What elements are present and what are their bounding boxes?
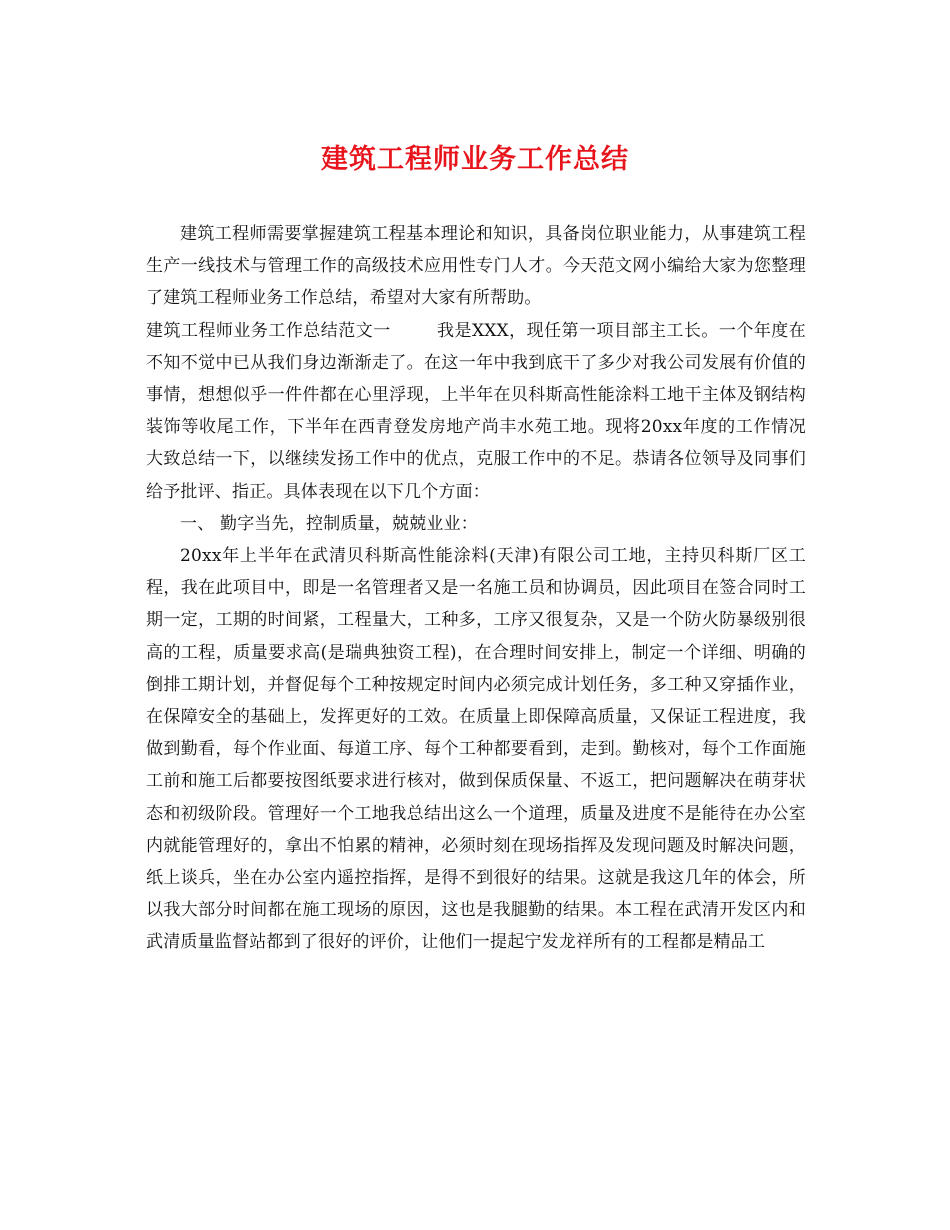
- document-body: [146, 218, 806, 959]
- sample-heading: 建筑工程师业务工作总结范文一: [146, 320, 391, 341]
- section-heading-one: 一、 勤字当先，控制质量，兢兢业业：: [180, 513, 479, 534]
- paragraph-section-one: 20xx年上半年在武清贝科斯高性能涂料(天津)有限公司工地，主持贝科斯厂区工程，我在此项目中，即是一名管理者又是一名施工员和协调员，因此项目在签合同时工期一定，工期的时间紧，工程量大，工种多，工序又很复杂，又是一个防火防暴级别很高的工程，质量要求高(是瑞典独资工程)，在合理时间安排上，制定一个详细、明确的倒排工期计划，并督促每个工种按规定时间内必须完成计划任务，多工种又穿插作业，在保障安全的基础上，发挥更好的工效。在质量上即保障高质量，又保证工程进度，我做到勤看，每个作业面、每道工序、每个工种都要看到，走到。勤核对，每个工作面施工前和施工后都要按图纸要求进行核对，做到保质保量、不返工，把问题解决在萌芽状态和初级阶段。管理好一个工地我总结出这么一个道理，质量及进度不是能待在办公室内就能管理好的，拿出不怕累的精神，必须时刻在现场指挥及发现问题及时解决问题，纸上谈兵，坐在办公室内遥控指挥，是得不到很好的结果。这就是我这几年的体会，所以我大部分时间都在施工现场的原因，这也是我腿勤的结果。本工程在武清开发区内和武清质量监督站都到了很好的评价，让他们一提起宁发龙祥所有的工程都是精品工: [146, 546, 806, 953]
- paragraph-intro: 建筑工程师需要掌握建筑工程基本理论和知识，具备岗位职业能力，从事建筑工程生产一线技术与管理工作的高级技术应用性专门人才。今天范文网小编给大家为您整理了建筑工程师业务工作总结，希望对大家有所帮助。: [146, 224, 806, 309]
- document-title: 建筑工程师业务工作总结: [321, 144, 629, 175]
- paragraph-sample-one: [146, 315, 806, 508]
- sample-text: 我是XXX，现任第一项目部主工长。一个年度在不知不觉中已从我们身边渐渐走了。在这一年中我到底干了多少对我公司发展有价值的事情，想想似乎一件件都在心里浮现，上半年在贝科斯高性能涂料工地干主体及钢结构装饰等收尾工作，下半年在西青登发房地产尚丰水苑工地。现将20xx年度的工作情况大致总结一下，以继续发扬工作中的优点，克服工作中的不足。恭请各位领导及同事们给予批评、指正。具体表现在以下几个方面：: [146, 320, 806, 502]
